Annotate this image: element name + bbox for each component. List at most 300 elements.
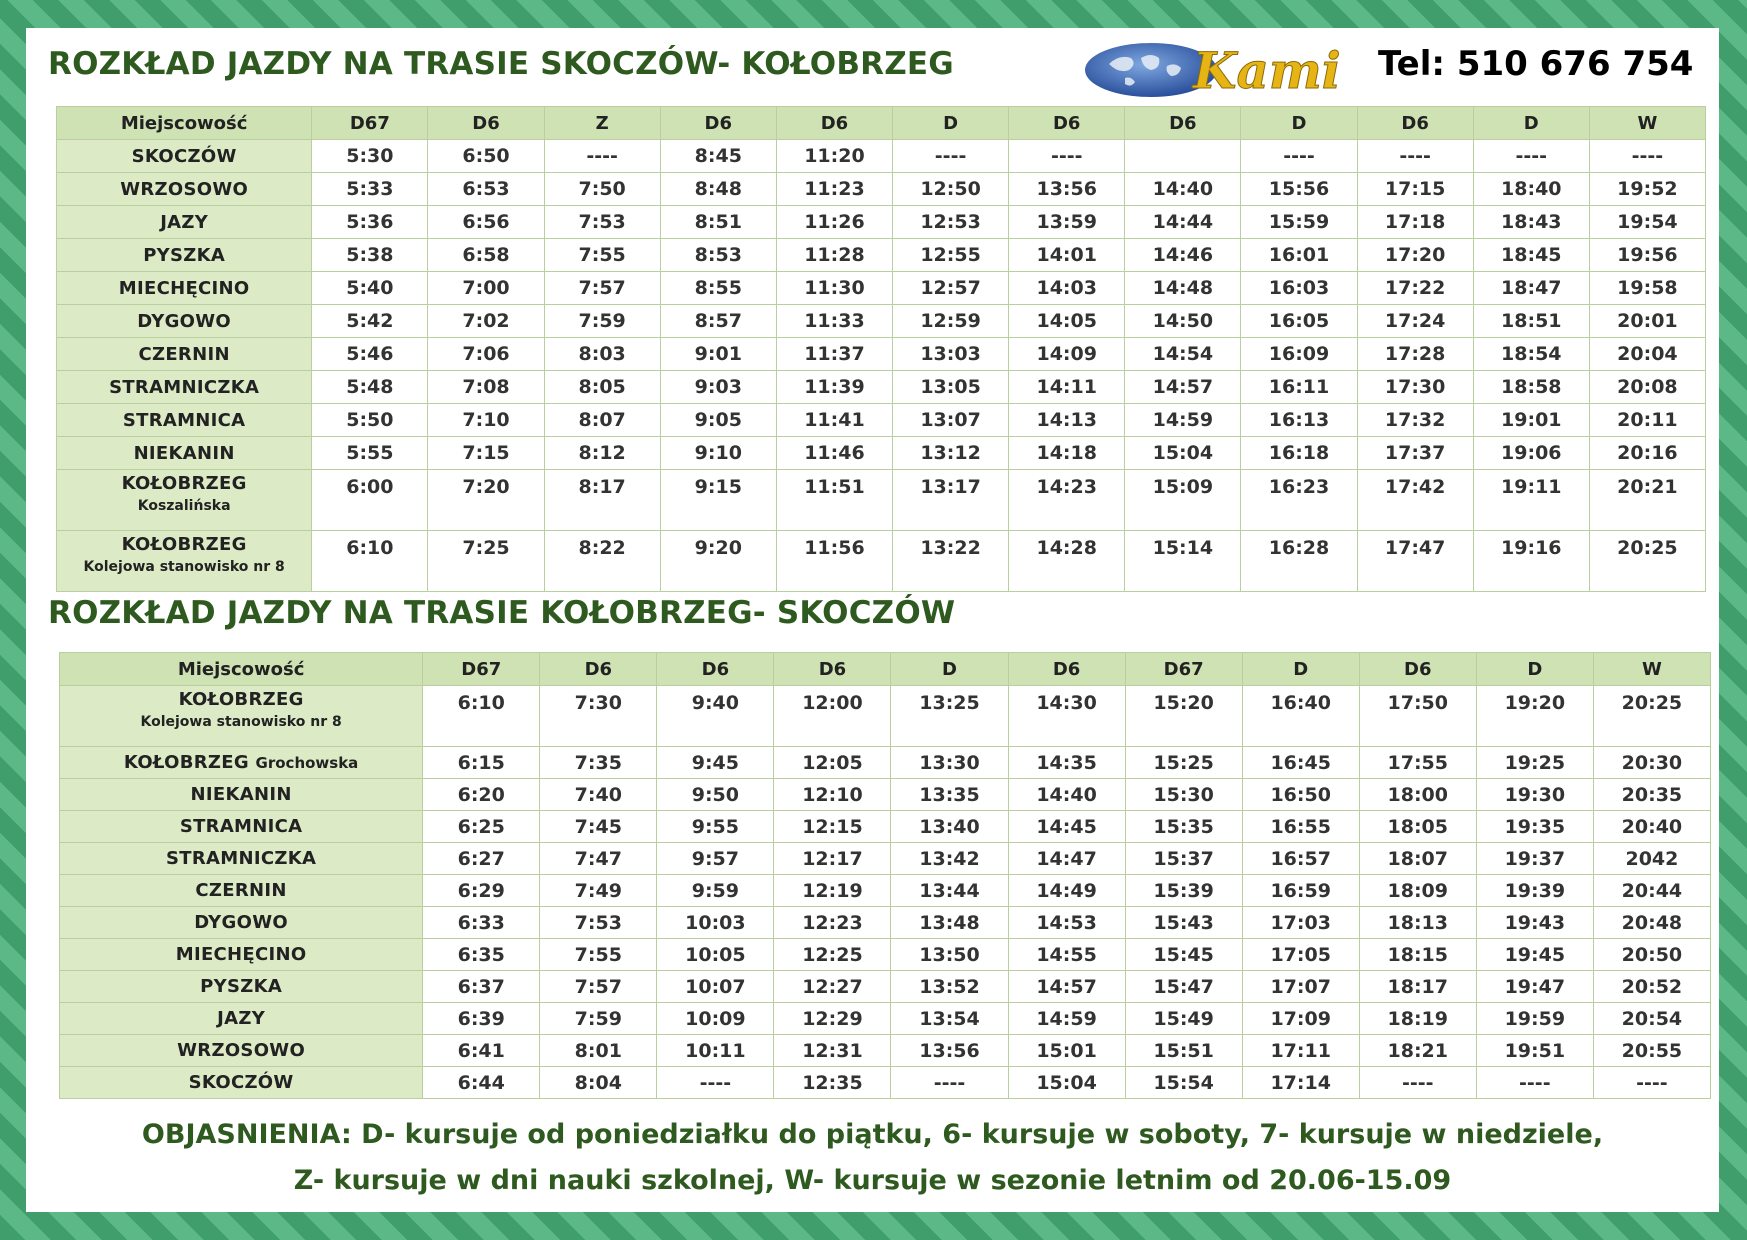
departure-time-cell: 8:07 xyxy=(544,404,660,437)
logo-text: Kami xyxy=(1193,41,1341,100)
stop-name-cell xyxy=(57,173,312,206)
departure-time-cell: 7:20 xyxy=(428,470,544,531)
stop-name: PYSZKA xyxy=(200,976,283,997)
table-row xyxy=(60,1067,1711,1099)
stop-name: KOŁOBRZEG xyxy=(121,473,247,494)
departure-time-cell: 15:56 xyxy=(1241,173,1357,206)
table-row xyxy=(60,686,1711,747)
departure-time-cell: 12:17 xyxy=(774,843,891,875)
departure-time-cell: 20:11 xyxy=(1589,404,1705,437)
stop-name: CZERNIN xyxy=(195,880,287,901)
departure-time-cell: 2042 xyxy=(1593,843,1710,875)
departure-time-cell: ---- xyxy=(657,1067,774,1099)
departure-time-cell: 14:23 xyxy=(1009,470,1125,531)
departure-time-cell: 20:30 xyxy=(1593,747,1710,779)
departure-time-cell: 16:11 xyxy=(1241,371,1357,404)
departure-time-cell: 12:25 xyxy=(774,939,891,971)
departure-time-cell: 20:50 xyxy=(1593,939,1710,971)
departure-time-cell: 20:54 xyxy=(1593,1003,1710,1035)
departure-time-cell: 6:10 xyxy=(423,686,540,747)
departure-time-cell: 19:35 xyxy=(1476,811,1593,843)
departure-time-cell: 13:52 xyxy=(891,971,1008,1003)
departure-time-cell: ---- xyxy=(544,140,660,173)
departure-time-cell: 7:57 xyxy=(544,272,660,305)
departure-time-cell: 18:19 xyxy=(1359,1003,1476,1035)
departure-time-cell: 10:11 xyxy=(657,1035,774,1067)
stop-name: MIECHĘCINO xyxy=(118,277,250,299)
departure-time-cell: 8:48 xyxy=(660,173,776,206)
stop-name-cell xyxy=(57,404,312,437)
stop-name: JAZY xyxy=(217,1008,266,1029)
departure-time-cell: 6:35 xyxy=(423,939,540,971)
departure-time-cell: 12:55 xyxy=(893,239,1009,272)
departure-time-cell: 16:01 xyxy=(1241,239,1357,272)
departure-time-cell: 14:44 xyxy=(1125,206,1241,239)
stop-name: NIEKANIN xyxy=(133,442,235,464)
departure-time-cell: 17:37 xyxy=(1357,437,1473,470)
table-row xyxy=(57,404,1706,437)
stop-name: STRAMNICZKA xyxy=(109,376,260,398)
stop-name: SKOCZÓW xyxy=(188,1072,294,1093)
departure-time-cell: 14:47 xyxy=(1008,843,1125,875)
timetable-card xyxy=(26,28,1719,1212)
departure-time-cell: 5:33 xyxy=(312,173,428,206)
departure-time-cell: 14:46 xyxy=(1125,239,1241,272)
stop-name-cell xyxy=(60,843,423,875)
departure-time-cell: 10:09 xyxy=(657,1003,774,1035)
departure-time-cell: 16:40 xyxy=(1242,686,1359,747)
table-row xyxy=(60,939,1711,971)
departure-time-cell: 20:01 xyxy=(1589,305,1705,338)
departure-time-cell: 7:30 xyxy=(540,686,657,747)
departure-time-cell: 7:50 xyxy=(544,173,660,206)
timetable-skoczow-kolobrzeg xyxy=(56,106,1706,592)
departure-time-cell: ---- xyxy=(1593,1067,1710,1099)
stop-name-cell xyxy=(57,206,312,239)
departure-time-cell: 7:55 xyxy=(540,939,657,971)
departure-time-cell: 13:17 xyxy=(893,470,1009,531)
departure-time-cell: 19:16 xyxy=(1473,531,1589,592)
departure-time-cell: 12:10 xyxy=(774,779,891,811)
departure-time-cell: 13:56 xyxy=(891,1035,1008,1067)
stop-name-cell xyxy=(57,239,312,272)
departure-time-cell: 5:36 xyxy=(312,206,428,239)
table-row xyxy=(57,305,1706,338)
column-header-course: D67 xyxy=(1125,653,1242,686)
departure-time-cell: 10:07 xyxy=(657,971,774,1003)
departure-time-cell: 14:01 xyxy=(1009,239,1125,272)
departure-time-cell: 17:47 xyxy=(1357,531,1473,592)
departure-time-cell: 19:56 xyxy=(1589,239,1705,272)
departure-time-cell: 12:29 xyxy=(774,1003,891,1035)
departure-time-cell: 5:55 xyxy=(312,437,428,470)
departure-time-cell: 11:33 xyxy=(776,305,892,338)
stop-name: STRAMNICA xyxy=(179,816,303,837)
departure-time-cell: 5:42 xyxy=(312,305,428,338)
departure-time-cell: 16:57 xyxy=(1242,843,1359,875)
departure-time-cell: 14:30 xyxy=(1008,686,1125,747)
departure-time-cell: 13:59 xyxy=(1009,206,1125,239)
departure-time-cell: 13:07 xyxy=(893,404,1009,437)
stop-name-cell xyxy=(57,470,312,531)
departure-time-cell: 17:14 xyxy=(1242,1067,1359,1099)
departure-time-cell: 18:58 xyxy=(1473,371,1589,404)
stop-name-cell xyxy=(60,1067,423,1099)
stop-name-cell xyxy=(57,437,312,470)
departure-time-cell: 12:23 xyxy=(774,907,891,939)
table-row xyxy=(60,971,1711,1003)
departure-time-cell: 12:57 xyxy=(893,272,1009,305)
departure-time-cell: 15:54 xyxy=(1125,1067,1242,1099)
departure-time-cell: 7:57 xyxy=(540,971,657,1003)
departure-time-cell: 6:56 xyxy=(428,206,544,239)
departure-time-cell: 14:48 xyxy=(1125,272,1241,305)
departure-time-cell: 16:59 xyxy=(1242,875,1359,907)
stop-name-cell xyxy=(60,907,423,939)
departure-time-cell: 14:13 xyxy=(1009,404,1125,437)
departure-time-cell: 13:05 xyxy=(893,371,1009,404)
departure-time-cell: 6:41 xyxy=(423,1035,540,1067)
departure-time-cell: 14:59 xyxy=(1125,404,1241,437)
departure-time-cell: 11:56 xyxy=(776,531,892,592)
column-header-course: D6 xyxy=(1008,653,1125,686)
stop-name-cell xyxy=(60,779,423,811)
departure-time-cell: 16:09 xyxy=(1241,338,1357,371)
departure-time-cell: 7:49 xyxy=(540,875,657,907)
departure-time-cell: 13:44 xyxy=(891,875,1008,907)
stop-name-cell xyxy=(60,875,423,907)
departure-time-cell: 19:51 xyxy=(1476,1035,1593,1067)
departure-time-cell: 11:30 xyxy=(776,272,892,305)
table-row xyxy=(60,907,1711,939)
stop-detail: Kolejowa stanowisko nr 8 xyxy=(140,714,342,730)
departure-time-cell: 5:50 xyxy=(312,404,428,437)
departure-time-cell: 7:59 xyxy=(540,1003,657,1035)
departure-time-cell: 6:33 xyxy=(423,907,540,939)
departure-time-cell: 11:39 xyxy=(776,371,892,404)
stop-name: STRAMNICZKA xyxy=(166,848,317,869)
stop-name-cell xyxy=(60,1035,423,1067)
column-header-course: D67 xyxy=(312,107,428,140)
departure-time-cell: 19:58 xyxy=(1589,272,1705,305)
departure-time-cell: 7:55 xyxy=(544,239,660,272)
departure-time-cell: ---- xyxy=(893,140,1009,173)
table-row xyxy=(57,173,1706,206)
column-header-course: Z xyxy=(544,107,660,140)
departure-time-cell: 7:00 xyxy=(428,272,544,305)
departure-time-cell: 14:09 xyxy=(1009,338,1125,371)
phone-number: Tel: 510 676 754 xyxy=(1378,44,1694,84)
stop-name-cell xyxy=(60,747,423,779)
departure-time-cell: 5:46 xyxy=(312,338,428,371)
stop-name: NIEKANIN xyxy=(190,784,292,805)
departure-time-cell: 14:50 xyxy=(1125,305,1241,338)
departure-time-cell: 17:22 xyxy=(1357,272,1473,305)
column-header-course: D xyxy=(891,653,1008,686)
stop-name-cell xyxy=(57,338,312,371)
departure-time-cell: 16:05 xyxy=(1241,305,1357,338)
stop-name-cell xyxy=(57,371,312,404)
stop-name-cell xyxy=(60,1003,423,1035)
departure-time-cell: 18:21 xyxy=(1359,1035,1476,1067)
departure-time-cell: ---- xyxy=(1009,140,1125,173)
departure-time-cell: 18:40 xyxy=(1473,173,1589,206)
departure-time-cell: 16:23 xyxy=(1241,470,1357,531)
departure-time-cell: 14:57 xyxy=(1008,971,1125,1003)
departure-time-cell: 16:50 xyxy=(1242,779,1359,811)
departure-time-cell: 19:11 xyxy=(1473,470,1589,531)
stop-name-cell xyxy=(57,305,312,338)
departure-time-cell: 14:40 xyxy=(1125,173,1241,206)
route-title-kolobrzeg-skoczow: ROZKŁAD JAZDY NA TRASIE KOŁOBRZEG- SKOCZÓW xyxy=(48,595,956,631)
stop-name: DYGOWO xyxy=(137,310,231,332)
departure-time-cell: 6:15 xyxy=(423,747,540,779)
table-row xyxy=(57,239,1706,272)
departure-time-cell: 9:10 xyxy=(660,437,776,470)
departure-time-cell: 9:15 xyxy=(660,470,776,531)
departure-time-cell: 19:43 xyxy=(1476,907,1593,939)
departure-time-cell: 12:50 xyxy=(893,173,1009,206)
departure-time-cell: 6:44 xyxy=(423,1067,540,1099)
stop-name: STRAMNICA xyxy=(122,409,246,431)
departure-time-cell: 17:09 xyxy=(1242,1003,1359,1035)
stop-name: KOŁOBRZEG xyxy=(123,752,249,773)
departure-time-cell: 19:54 xyxy=(1589,206,1705,239)
departure-time-cell: 13:42 xyxy=(891,843,1008,875)
column-header-course: D xyxy=(1476,653,1593,686)
departure-time-cell: 15:09 xyxy=(1125,470,1241,531)
stop-name-cell xyxy=(60,686,423,747)
table-row xyxy=(60,811,1711,843)
table-row xyxy=(60,1003,1711,1035)
column-header-course: D xyxy=(1241,107,1357,140)
departure-time-cell: 10:05 xyxy=(657,939,774,971)
table-row xyxy=(60,843,1711,875)
departure-time-cell: 13:30 xyxy=(891,747,1008,779)
table-row xyxy=(57,338,1706,371)
departure-time-cell: 10:03 xyxy=(657,907,774,939)
departure-time-cell: 12:19 xyxy=(774,875,891,907)
departure-time-cell: 5:48 xyxy=(312,371,428,404)
departure-time-cell: 19:01 xyxy=(1473,404,1589,437)
departure-time-cell: 7:53 xyxy=(540,907,657,939)
departure-time-cell: 17:20 xyxy=(1357,239,1473,272)
departure-time-cell: 15:04 xyxy=(1125,437,1241,470)
departure-time-cell: 8:22 xyxy=(544,531,660,592)
legend-line-2: Z- kursuje w dni nauki szkolnej, W- kursuje w sezonie letnim od 20.06-15.09 xyxy=(293,1165,1452,1196)
departure-time-cell: 16:13 xyxy=(1241,404,1357,437)
departure-time-cell: 6:10 xyxy=(312,531,428,592)
table-header-row xyxy=(60,653,1711,686)
departure-time-cell: 7:02 xyxy=(428,305,544,338)
departure-time-cell: 15:37 xyxy=(1125,843,1242,875)
column-header-course: D6 xyxy=(660,107,776,140)
departure-time-cell: 7:40 xyxy=(540,779,657,811)
departure-time-cell: 12:05 xyxy=(774,747,891,779)
departure-time-cell: 16:55 xyxy=(1242,811,1359,843)
departure-time-cell: 5:38 xyxy=(312,239,428,272)
departure-time-cell: 8:45 xyxy=(660,140,776,173)
departure-time-cell: 16:03 xyxy=(1241,272,1357,305)
column-header-course: W xyxy=(1593,653,1710,686)
departure-time-cell: 7:45 xyxy=(540,811,657,843)
column-header-course: D6 xyxy=(428,107,544,140)
departure-time-cell: 16:28 xyxy=(1241,531,1357,592)
departure-time-cell: 14:49 xyxy=(1008,875,1125,907)
departure-time-cell: 6:27 xyxy=(423,843,540,875)
column-header-course: D6 xyxy=(774,653,891,686)
table-header-row xyxy=(57,107,1706,140)
stop-name-cell xyxy=(60,939,423,971)
departure-time-cell: 14:11 xyxy=(1009,371,1125,404)
departure-time-cell: 8:17 xyxy=(544,470,660,531)
departure-time-cell: 14:45 xyxy=(1008,811,1125,843)
departure-time-cell: 6:00 xyxy=(312,470,428,531)
departure-time-cell: 19:52 xyxy=(1589,173,1705,206)
departure-time-cell: 7:08 xyxy=(428,371,544,404)
departure-time-cell: 15:25 xyxy=(1125,747,1242,779)
departure-time-cell: 13:22 xyxy=(893,531,1009,592)
departure-time-cell: 13:25 xyxy=(891,686,1008,747)
departure-time-cell: 20:35 xyxy=(1593,779,1710,811)
departure-time-cell: 18:47 xyxy=(1473,272,1589,305)
stop-name: PYSZKA xyxy=(143,244,226,266)
departure-time-cell: 6:58 xyxy=(428,239,544,272)
departure-time-cell: 17:15 xyxy=(1357,173,1473,206)
departure-time-cell: 19:30 xyxy=(1476,779,1593,811)
table-row xyxy=(57,470,1706,531)
departure-time-cell: 15:45 xyxy=(1125,939,1242,971)
departure-time-cell: 18:45 xyxy=(1473,239,1589,272)
departure-time-cell: 13:50 xyxy=(891,939,1008,971)
departure-time-cell: 18:09 xyxy=(1359,875,1476,907)
departure-time-cell: 19:45 xyxy=(1476,939,1593,971)
departure-time-cell: 20:52 xyxy=(1593,971,1710,1003)
departure-time-cell: 7:10 xyxy=(428,404,544,437)
departure-time-cell: 18:17 xyxy=(1359,971,1476,1003)
departure-time-cell: 13:54 xyxy=(891,1003,1008,1035)
departure-time-cell: 15:04 xyxy=(1008,1067,1125,1099)
departure-time-cell: 7:06 xyxy=(428,338,544,371)
stop-name: WRZOSOWO xyxy=(120,178,249,200)
column-header-course: D xyxy=(1242,653,1359,686)
departure-time-cell: 6:25 xyxy=(423,811,540,843)
departure-time-cell: 6:53 xyxy=(428,173,544,206)
departure-time-cell: 18:51 xyxy=(1473,305,1589,338)
departure-time-cell: 9:59 xyxy=(657,875,774,907)
departure-time-cell: 16:18 xyxy=(1241,437,1357,470)
table-row xyxy=(57,371,1706,404)
table-row xyxy=(60,875,1711,907)
table-row xyxy=(57,272,1706,305)
departure-time-cell: 6:50 xyxy=(428,140,544,173)
departure-time-cell: 20:25 xyxy=(1593,686,1710,747)
departure-time-cell: ---- xyxy=(1476,1067,1593,1099)
departure-time-cell: 13:48 xyxy=(891,907,1008,939)
departure-time-cell: 7:15 xyxy=(428,437,544,470)
departure-time-cell: 11:41 xyxy=(776,404,892,437)
departure-time-cell: ---- xyxy=(1241,140,1357,173)
departure-time-cell: 15:39 xyxy=(1125,875,1242,907)
table-row xyxy=(57,531,1706,592)
stop-name: JAZY xyxy=(160,211,209,233)
column-header-course: D6 xyxy=(776,107,892,140)
departure-time-cell: 18:54 xyxy=(1473,338,1589,371)
departure-time-cell: 19:37 xyxy=(1476,843,1593,875)
stop-name: DYGOWO xyxy=(194,912,288,933)
departure-time-cell: 15:20 xyxy=(1125,686,1242,747)
departure-time-cell: 9:01 xyxy=(660,338,776,371)
departure-time-cell: 11:23 xyxy=(776,173,892,206)
departure-time-cell: 9:20 xyxy=(660,531,776,592)
departure-time-cell: 19:25 xyxy=(1476,747,1593,779)
departure-time-cell: 8:05 xyxy=(544,371,660,404)
column-header-course: W xyxy=(1589,107,1705,140)
column-header-course: D6 xyxy=(1125,107,1241,140)
departure-time-cell: 17:24 xyxy=(1357,305,1473,338)
departure-time-cell: 12:27 xyxy=(774,971,891,1003)
departure-time-cell: 6:29 xyxy=(423,875,540,907)
column-header-course: D6 xyxy=(1009,107,1125,140)
departure-time-cell: 11:46 xyxy=(776,437,892,470)
departure-time-cell: 20:04 xyxy=(1589,338,1705,371)
departure-time-cell: 20:08 xyxy=(1589,371,1705,404)
departure-time-cell: 15:51 xyxy=(1125,1035,1242,1067)
table-row xyxy=(60,779,1711,811)
departure-time-cell: 6:37 xyxy=(423,971,540,1003)
departure-time-cell: 15:43 xyxy=(1125,907,1242,939)
departure-time-cell: 9:03 xyxy=(660,371,776,404)
departure-time-cell: 17:42 xyxy=(1357,470,1473,531)
departure-time-cell: 14:59 xyxy=(1008,1003,1125,1035)
departure-time-cell: 9:57 xyxy=(657,843,774,875)
departure-time-cell: 9:40 xyxy=(657,686,774,747)
departure-time-cell: 14:53 xyxy=(1008,907,1125,939)
stop-detail: Koszalińska xyxy=(137,498,231,514)
stop-name-cell xyxy=(60,971,423,1003)
departure-time-cell: 19:20 xyxy=(1476,686,1593,747)
departure-time-cell: 15:14 xyxy=(1125,531,1241,592)
departure-time-cell: 9:50 xyxy=(657,779,774,811)
departure-time-cell: 14:28 xyxy=(1009,531,1125,592)
departure-time-cell: 7:25 xyxy=(428,531,544,592)
table-row xyxy=(57,140,1706,173)
departure-time-cell: 5:40 xyxy=(312,272,428,305)
departure-time-cell: 15:47 xyxy=(1125,971,1242,1003)
departure-time-cell: 15:35 xyxy=(1125,811,1242,843)
departure-time-cell: 20:44 xyxy=(1593,875,1710,907)
stop-name-cell xyxy=(60,811,423,843)
departure-time-cell: 15:59 xyxy=(1241,206,1357,239)
stop-detail: Grochowska xyxy=(255,754,359,772)
departure-time-cell: 17:55 xyxy=(1359,747,1476,779)
departure-time-cell: 17:30 xyxy=(1357,371,1473,404)
departure-time-cell: 11:20 xyxy=(776,140,892,173)
departure-time-cell: 13:35 xyxy=(891,779,1008,811)
column-header-stop: Miejscowość xyxy=(60,653,423,686)
departure-time-cell: 8:03 xyxy=(544,338,660,371)
departure-time-cell: ---- xyxy=(891,1067,1008,1099)
column-header-stop: Miejscowość xyxy=(57,107,312,140)
departure-time-cell: 9:05 xyxy=(660,404,776,437)
departure-time-cell: 17:18 xyxy=(1357,206,1473,239)
timetable-kolobrzeg-skoczow xyxy=(59,652,1711,1099)
departure-time-cell: 20:21 xyxy=(1589,470,1705,531)
table-row xyxy=(60,747,1711,779)
column-header-course: D6 xyxy=(1357,107,1473,140)
departure-time-cell: 16:45 xyxy=(1242,747,1359,779)
departure-time-cell: 12:00 xyxy=(774,686,891,747)
